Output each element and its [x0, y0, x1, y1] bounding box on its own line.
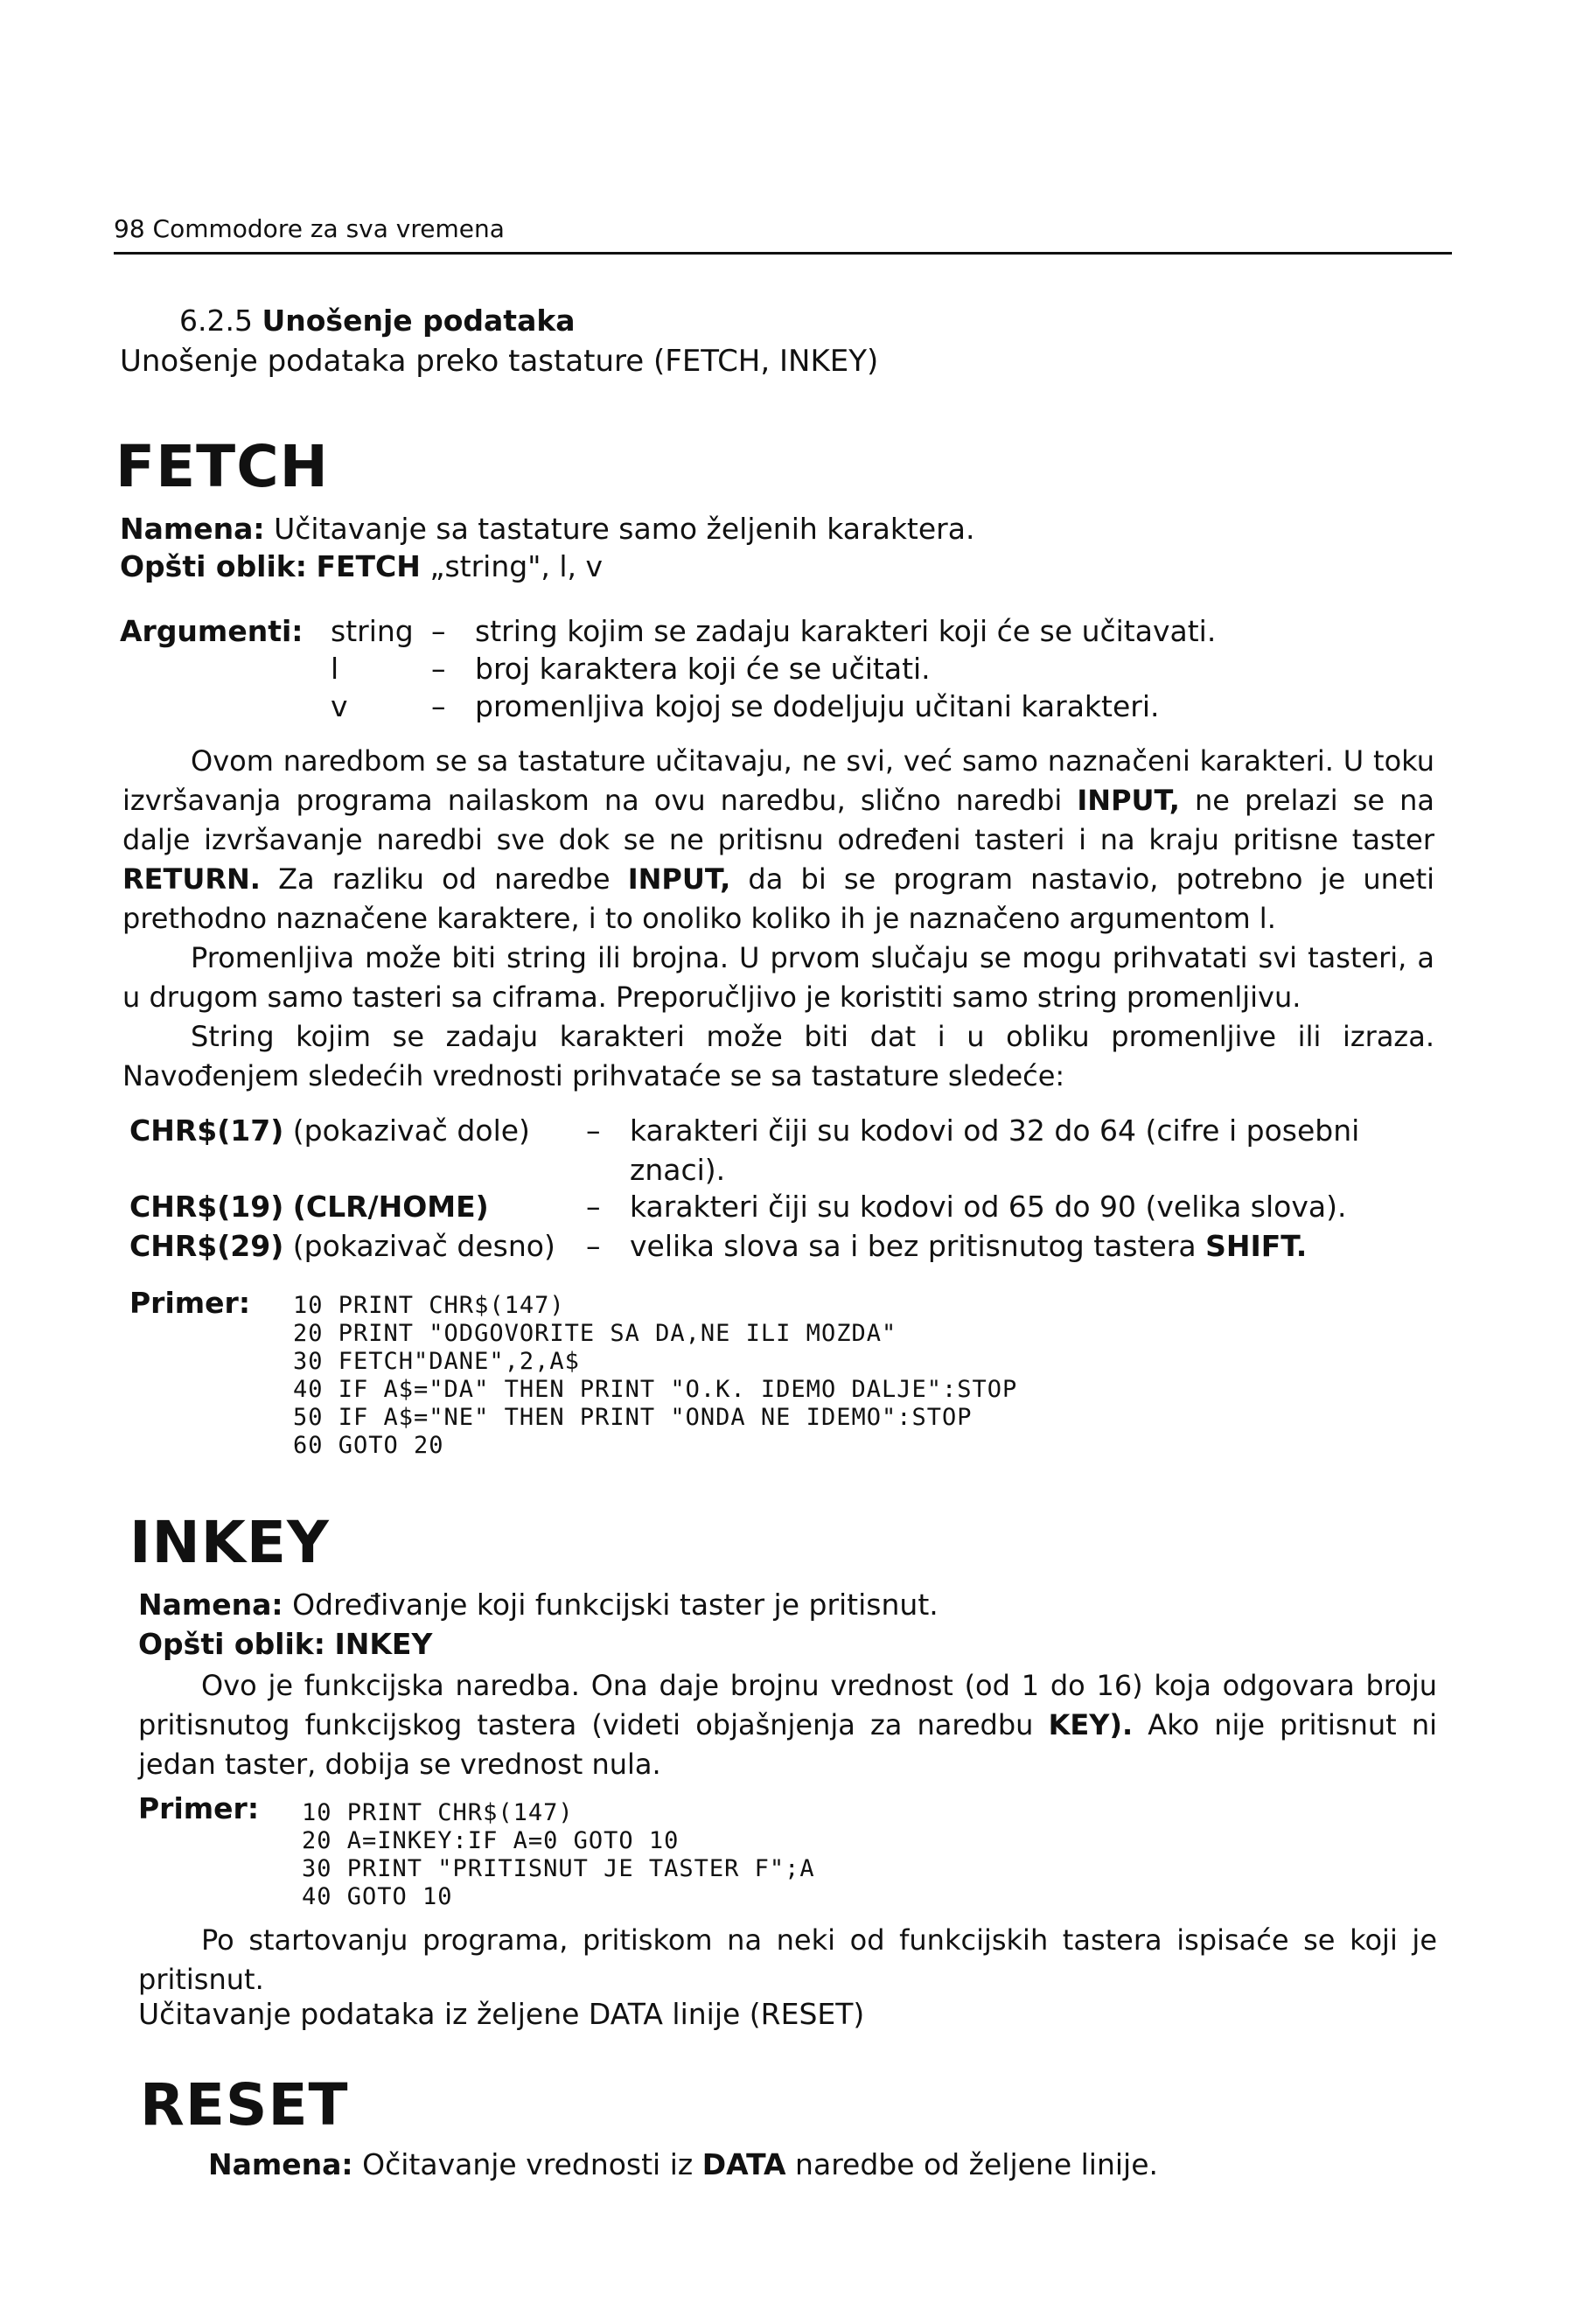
arg-desc: promenljiva kojoj se dodeljuju učitani karakteri. [475, 689, 1160, 723]
p1-input-1: INPUT, [1077, 784, 1180, 817]
p1-input-2: INPUT, [627, 862, 731, 896]
chr-desc: (pokazivač desno) [292, 1229, 555, 1263]
arg-dash: – [431, 614, 446, 648]
inkey-oblik [138, 1627, 432, 1661]
arg-name: string [331, 614, 414, 648]
p1-return: RETURN. [122, 862, 261, 896]
inkey-primer-label: Primer: [138, 1791, 260, 1825]
fetch-namena-label: Namena: [120, 512, 265, 546]
inkey-oblik-label: Opšti oblik: [138, 1627, 325, 1661]
fetch-arg-row [331, 689, 1160, 723]
fetch-title: FETCH [115, 433, 329, 500]
inkey-namena-text: Određivanje koji funkcijski taster je pritisnut. [292, 1588, 939, 1622]
chr-code: CHR$(17) [129, 1113, 284, 1148]
inkey-p1-c: Ako nije pritisnut ni jedan taster, dobija se vrednost nula. [138, 1708, 1438, 1781]
fetch-oblik-args: „string", l, v [429, 549, 604, 583]
inkey-paragraph-3: Učitavanje podataka iz željene DATA linije (RESET) [138, 1997, 865, 2031]
inkey-paragraph-2: Po startovanju programa, pritiskom na neki od funkcijskih tastera ispisaće se koji je pritisnut. [138, 1923, 1437, 1996]
arg-dash: – [431, 652, 446, 686]
section-number: 6.2.5 [179, 304, 253, 338]
section-subtitle: Unošenje podataka preko tastature (FETCH, INKEY) [120, 344, 879, 379]
p1-text-c: ne prelazi se na dalje izvršavanje naredbi sve dok se ne pritisnu određeni tasteri i na kraju pritisne taster [122, 784, 1434, 856]
inkey-namena [138, 1588, 939, 1622]
chr-dash: – [586, 1229, 601, 1263]
page-number: 98 [114, 214, 145, 243]
fetch-code-listing: 10 PRINT CHR$(147) 20 PRINT "ODGOVORITE SA DA,NE ILI MOZDA" 30 FETCH"DANE",2,A$ 40 IF A$="DA" THEN PRINT "O.K. IDEMO DALJE":STOP 50 IF A$="NE" THEN PRINT "ONDA NE IDEMO":STOP 60 GOTO 20 [293, 1292, 1018, 1459]
inkey-p1-a: Ovo je funkcijska naredba. Ona daje brojnu vrednost (od 1 do 16) koja odgovara broju pritisnutog funkcijskog tastera (videti objašnjenja za naredbu [138, 1669, 1437, 1741]
chr-row [129, 1113, 530, 1148]
fetch-arg-row [331, 614, 1216, 648]
inkey-p1-key: KEY). [1048, 1708, 1134, 1741]
fetch-namena-text: Učitavanje sa tastature samo željenih karaktera. [274, 512, 975, 546]
header-rule [114, 252, 1452, 255]
book-title: Commodore za sva vremena [152, 214, 505, 243]
fetch-oblik [120, 549, 603, 583]
arg-name: l [331, 652, 339, 686]
reset-namena-a: Očitavanje vrednosti iz [362, 2147, 702, 2181]
chr-dash: – [586, 1190, 601, 1224]
fetch-primer-label: Primer: [129, 1286, 251, 1320]
reset-namena-data: DATA [701, 2147, 786, 2181]
chr-desc: (CLR/HOME) [292, 1190, 489, 1224]
fetch-paragraph-2: Promenljiva može biti string ili brojna. U prvom slučaju se mogu prihvatati svi tasteri, a u drugom samo tasteri sa ciframa. Preporučljivo je koristiti samo string promenljivu. [122, 941, 1434, 1014]
chr-row [129, 1190, 489, 1224]
page-header [114, 214, 505, 243]
chr-text-part: velika slova sa i bez pritisnutog tastera [630, 1229, 1206, 1263]
p1-text-e: Za razliku od naredbe [260, 862, 628, 896]
fetch-oblik-cmd: FETCH [316, 549, 421, 583]
inkey-code-listing: 10 PRINT CHR$(147) 20 A=INKEY:IF A=0 GOTO 10 30 PRINT "PRITISNUT JE TASTER F";A 40 GOTO 10 [302, 1799, 815, 1910]
reset-namena [208, 2147, 1158, 2181]
reset-namena-label: Namena: [208, 2147, 353, 2181]
fetch-paragraph-3: String kojim se zadaju karakteri može biti dat i u obliku promenljive ili izraza. Navođenjem sledećih vrednosti prihvataće se sa tastature sledeće: [122, 1020, 1434, 1092]
chr-dash: – [586, 1113, 601, 1148]
inkey-title: INKEY [129, 1509, 330, 1576]
chr-desc: (pokazivač dole) [292, 1113, 530, 1148]
chr-text-cont: znaci). [630, 1153, 726, 1187]
arg-dash: – [431, 689, 446, 723]
inkey-paragraph-1 [138, 1666, 1437, 1784]
reset-namena-c: naredbe od željene linije. [785, 2147, 1159, 2181]
chr-text-shift: SHIFT. [1205, 1229, 1308, 1263]
p1-text-a: Ovom naredbom se sa tastature učitavaju, ne svi, već samo naznačeni karakteri. U toku izvršavanja programa nailaskom na ovu naredbu, slično naredbi [122, 744, 1434, 817]
arg-name: v [331, 689, 348, 723]
chr-text [630, 1229, 1307, 1263]
inkey-oblik-cmd: INKEY [334, 1627, 433, 1661]
chr-code: CHR$(29) [129, 1229, 284, 1263]
fetch-argumenti-label: Argumenti: [120, 614, 304, 648]
inkey-namena-label: Namena: [138, 1588, 283, 1622]
section-title: Unošenje podataka [262, 304, 576, 338]
fetch-oblik-label: Opšti oblik: [120, 549, 307, 583]
fetch-arg-row [331, 652, 931, 686]
chr-text: karakteri čiji su kodovi od 32 do 64 (cifre i posebni [630, 1113, 1360, 1148]
chr-row [129, 1229, 555, 1263]
chr-text: karakteri čiji su kodovi od 65 do 90 (velika slova). [630, 1190, 1347, 1224]
arg-desc: string kojim se zadaju karakteri koji će se učitavati. [475, 614, 1217, 648]
fetch-paragraph-1 [122, 742, 1434, 939]
fetch-namena [120, 512, 974, 546]
chr-code: CHR$(19) [129, 1190, 284, 1224]
reset-title: RESET [140, 2071, 349, 2139]
p1-text-g: da bi se program nastavio, potrebno je uneti prethodno naznačene karaktere, i to onoliko koliko ih je naznačeno argumentom l. [122, 862, 1434, 935]
section-heading [179, 304, 576, 338]
arg-desc: broj karaktera koji će se učitati. [475, 652, 931, 686]
